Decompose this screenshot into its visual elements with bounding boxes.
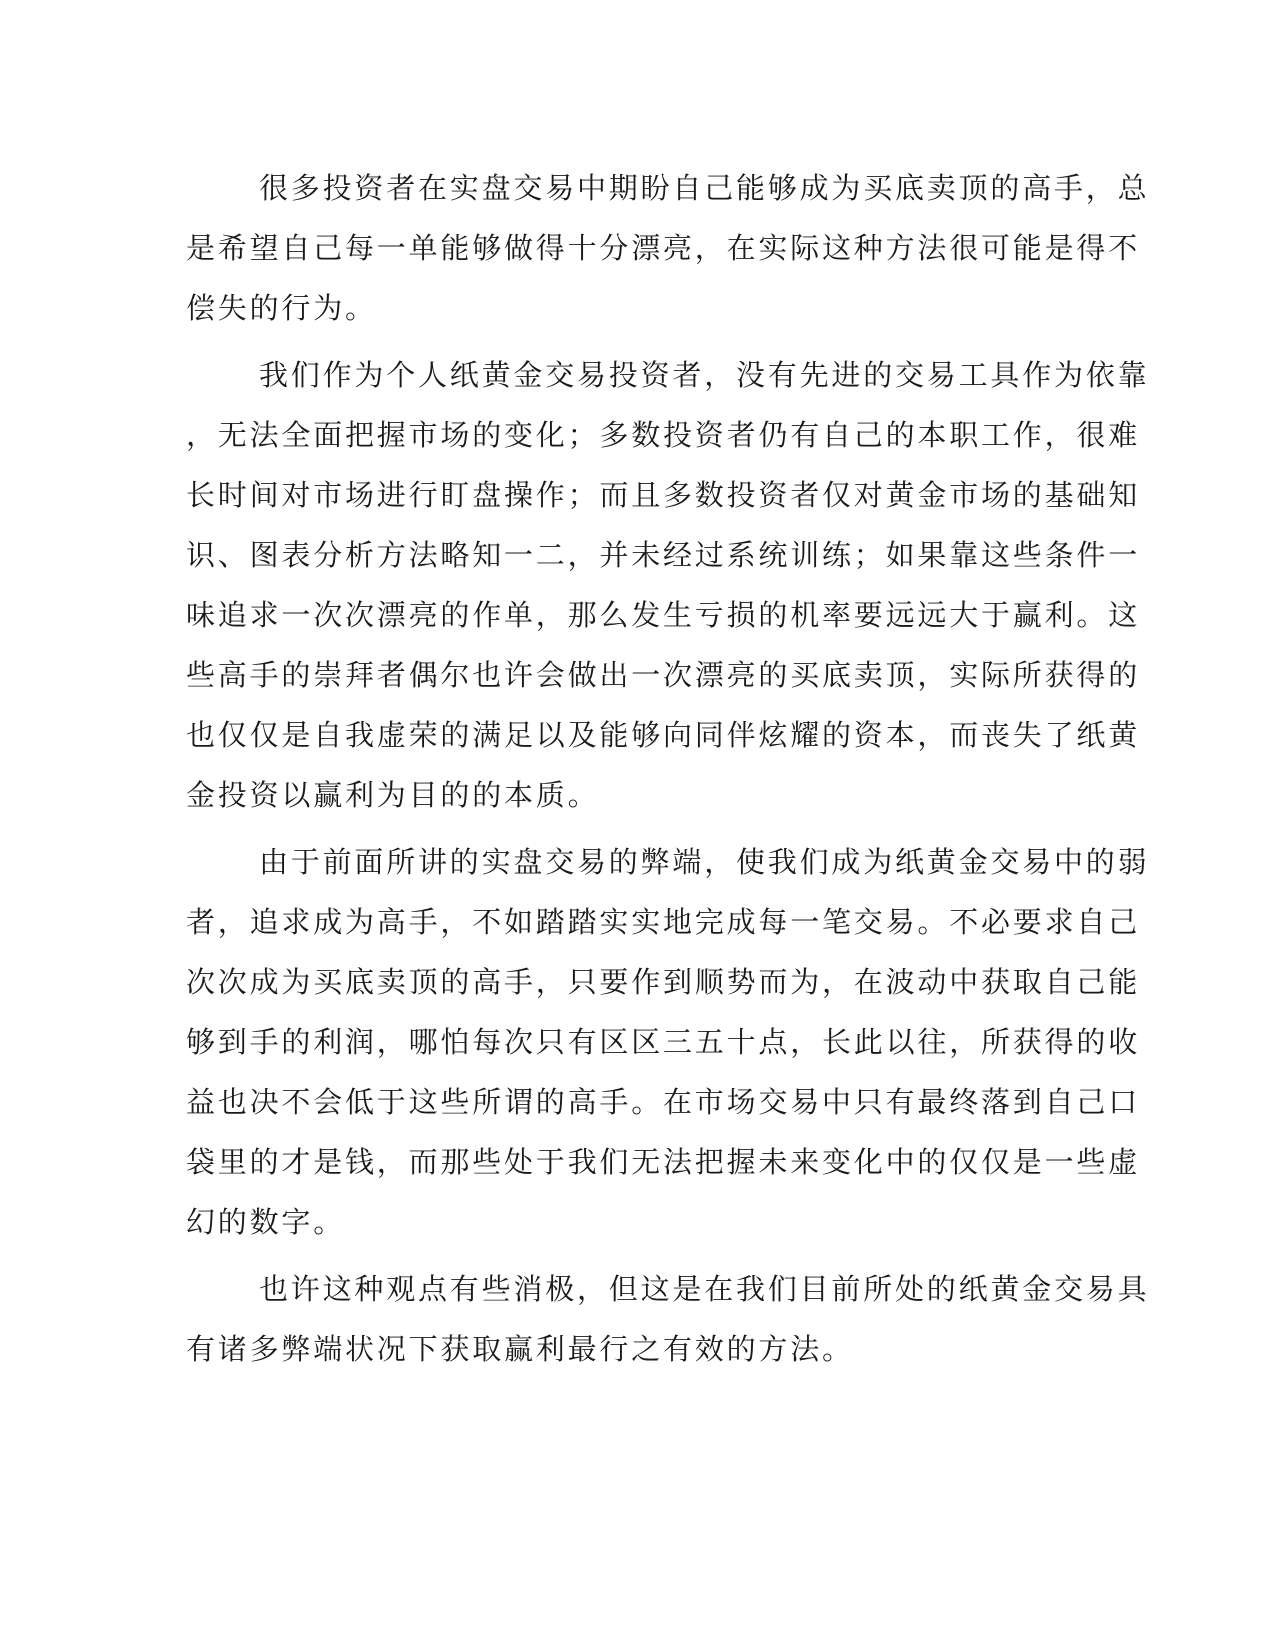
paragraph-line: 很多投资者在实盘交易中期盼自己能够成为买底卖顶的高手，总 xyxy=(259,171,1150,205)
paragraph-line: 者，追求成为高手，不如踏踏实实地完成每一笔交易。不必要求自己 xyxy=(186,905,1141,939)
paragraph-line: 些高手的崇拜者偶尔也许会做出一次漂亮的买底卖顶，实际所获得的 xyxy=(186,658,1141,692)
paragraph-line: ，无法全面把握市场的变化；多数投资者仍有自己的本职工作，很难 xyxy=(186,418,1141,452)
paragraph-line: 是希望自己每一单能够做得十分漂亮，在实际这种方法很可能是得不 xyxy=(186,231,1141,265)
paragraph-3 xyxy=(186,832,1150,1252)
paragraph-line: 幻的数字。 xyxy=(186,1205,346,1239)
document-body xyxy=(186,158,1150,1386)
paragraph-line: 次次成为买底卖顶的高手，只要作到顺势而为，在波动中获取自己能 xyxy=(186,965,1141,999)
paragraph-line: 也许这种观点有些消极，但这是在我们目前所处的纸黄金交易具 xyxy=(259,1272,1150,1306)
paragraph-line: 金投资以赢利为目的的本质。 xyxy=(186,778,600,812)
paragraph-4 xyxy=(186,1259,1150,1379)
paragraph-line: 由于前面所讲的实盘交易的弊端，使我们成为纸黄金交易中的弱 xyxy=(259,845,1150,879)
paragraph-line: 袋里的才是钱，而那些处于我们无法把握未来变化中的仅仅是一些虚 xyxy=(186,1145,1141,1179)
paragraph-line: 够到手的利润，哪怕每次只有区区三五十点，长此以往，所获得的收 xyxy=(186,1025,1141,1059)
paragraph-line: 我们作为个人纸黄金交易投资者，没有先进的交易工具作为依靠 xyxy=(259,358,1150,392)
paragraph-line: 味追求一次次漂亮的作单，那么发生亏损的机率要远远大于赢利。这 xyxy=(186,598,1141,632)
paragraph-line: 益也决不会低于这些所谓的高手。在市场交易中只有最终落到自己口 xyxy=(186,1085,1141,1119)
paragraph-line: 识、图表分析方法略知一二，并未经过系统训练；如果靠这些条件一 xyxy=(186,538,1141,572)
paragraph-line: 也仅仅是自我虚荣的满足以及能够向同伴炫耀的资本，而丧失了纸黄 xyxy=(186,718,1141,752)
paragraph-1 xyxy=(186,158,1150,338)
paragraph-line: 有诸多弊端状况下获取赢利最行之有效的方法。 xyxy=(186,1332,854,1366)
paragraph-line: 长时间对市场进行盯盘操作；而且多数投资者仅对黄金市场的基础知 xyxy=(186,478,1141,512)
paragraph-line: 偿失的行为。 xyxy=(186,291,377,325)
paragraph-2 xyxy=(186,345,1150,825)
